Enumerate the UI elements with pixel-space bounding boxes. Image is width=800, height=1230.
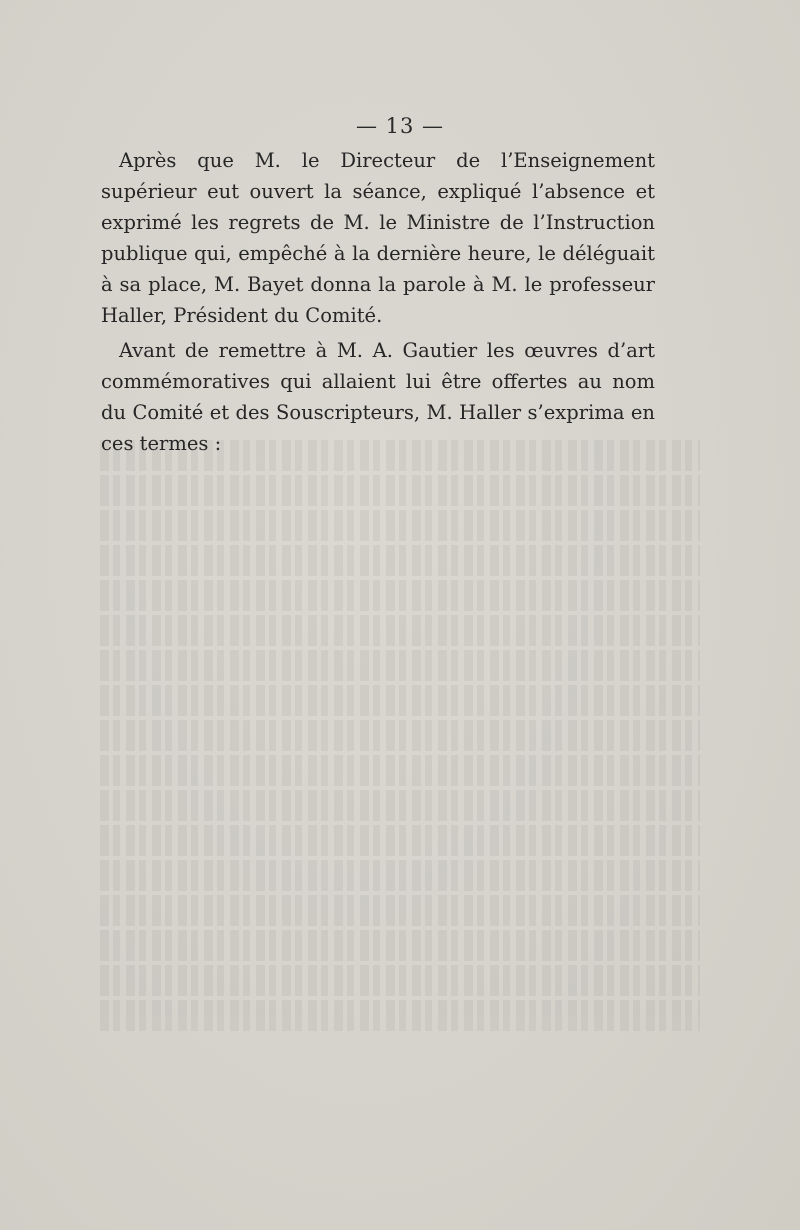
bleed-through-shadow <box>100 440 700 1070</box>
page-number: — 13 — <box>355 114 445 138</box>
body-text <box>101 145 655 463</box>
paragraph: Après que M. le Directeur de l’Enseignement supérieur eut ouvert la séance, expliqué l’absence et exprimé les regrets de M. le Ministre de l’Instruction publique qui, empêché à la dernière heure, le déléguait à sa place, M. Bayet donna la parole à M. le professeur Haller, Président du Comité. <box>101 149 655 327</box>
paragraph: Avant de remettre à M. A. Gautier les œuvres d’art commémoratives qui allaient lui être offertes au nom du Comité et des Souscripteurs, M. Haller s’exprima en ces termes : <box>101 339 655 455</box>
